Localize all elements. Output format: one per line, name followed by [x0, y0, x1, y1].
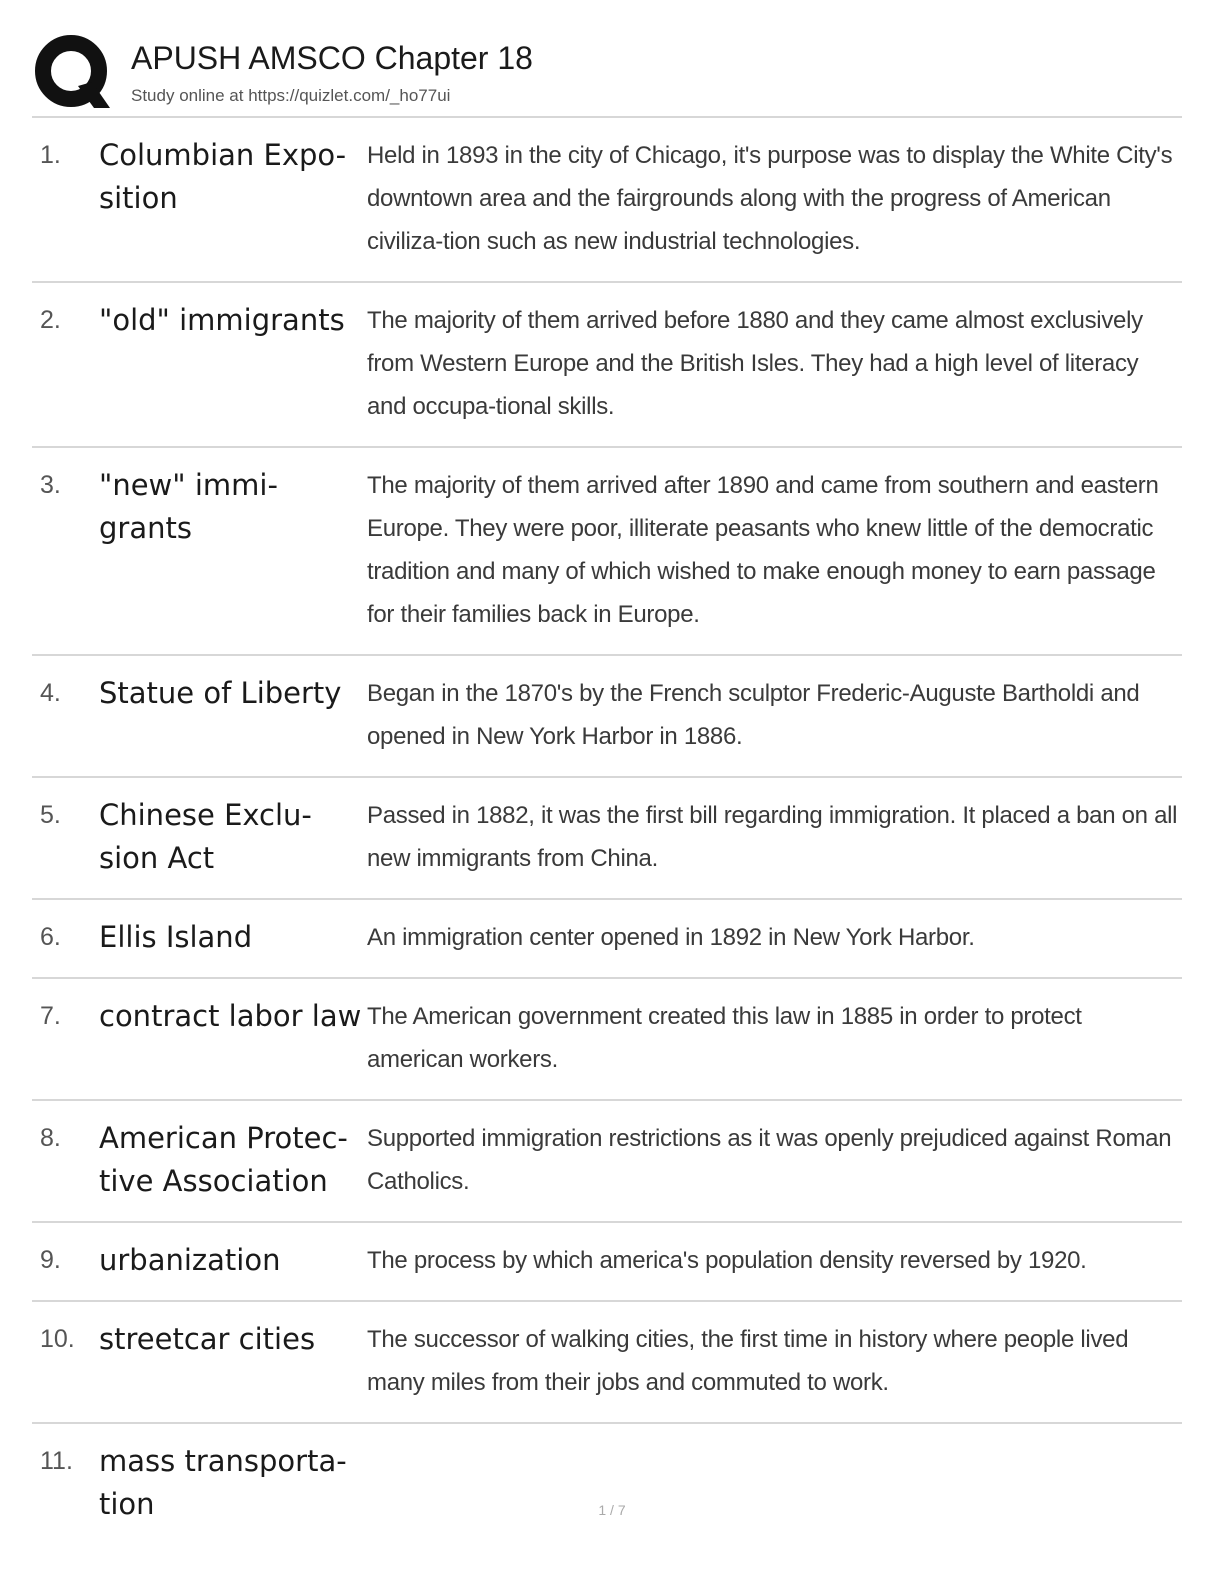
page-title: APUSH AMSCO Chapter 18	[131, 40, 533, 76]
card-row	[32, 118, 1182, 283]
card-term: contract labor law	[99, 999, 362, 1033]
card-definition: Supported immigration restrictions as it was openly prejudiced against Roman Catholics.	[367, 1125, 1172, 1195]
flashcard-list	[32, 116, 1182, 1544]
card-row	[32, 1424, 1182, 1544]
page-header	[34, 34, 1184, 114]
card-number: 8.	[40, 1124, 61, 1152]
card-row	[32, 448, 1182, 656]
card-term: Ellis Island	[99, 920, 253, 954]
card-number: 4.	[40, 679, 61, 707]
card-number: 2.	[40, 306, 61, 334]
card-row	[32, 979, 1182, 1101]
card-definition: The American government created this law in 1885 in order to protect american workers.	[367, 1003, 1082, 1073]
card-term: Statue of Liberty	[99, 676, 342, 710]
card-definition: Passed in 1882, it was the first bill regarding immigration. It placed a ban on all new immigrants from China.	[367, 802, 1178, 872]
card-row	[32, 900, 1182, 979]
card-term: Chinese Exclu-sion Act	[99, 798, 312, 875]
card-number: 1.	[40, 141, 61, 169]
card-number: 10.	[40, 1325, 75, 1353]
card-row	[32, 1101, 1182, 1223]
card-number: 7.	[40, 1002, 61, 1030]
card-term: urbanization	[99, 1243, 281, 1277]
card-row	[32, 778, 1182, 900]
card-term: mass transporta-tion	[99, 1444, 347, 1521]
card-term: Columbian Expo-sition	[99, 138, 347, 215]
card-definition: The process by which america's population density reversed by 1920.	[367, 1247, 1087, 1274]
card-definition: The majority of them arrived after 1890 and came from southern and eastern Europe. They were poor, illiterate peasants who knew little of the democratic tradition and many of which wished to make enough money to earn passage for their families back in Europe.	[367, 472, 1159, 628]
study-online-link[interactable]: Study online at https://quizlet.com/_ho77ui	[131, 86, 451, 105]
card-row	[32, 656, 1182, 778]
card-row	[32, 1223, 1182, 1302]
card-definition: The successor of walking cities, the first time in history where people lived many miles from their jobs and commuted to work.	[367, 1326, 1129, 1396]
card-number: 9.	[40, 1246, 61, 1274]
card-number: 11.	[40, 1447, 73, 1475]
card-term: "old" immigrants	[99, 303, 345, 337]
card-row	[32, 1302, 1182, 1424]
card-number: 6.	[40, 923, 61, 951]
card-definition: Held in 1893 in the city of Chicago, it's purpose was to display the White City's downtown area and the fairgrounds along with the progress of American civiliza-tion such as new industrial technologies.	[367, 142, 1173, 255]
card-term: American Protec-tive Association	[99, 1121, 348, 1198]
card-definition: An immigration center opened in 1892 in New York Harbor.	[367, 924, 975, 951]
card-row	[32, 283, 1182, 448]
quizlet-q-logo-icon	[34, 34, 112, 112]
card-definition: Began in the 1870's by the French sculptor Frederic-Auguste Bartholdi and opened in New York Harbor in 1886.	[367, 680, 1140, 750]
card-number: 3.	[40, 471, 61, 499]
card-term: "new" immi-grants	[99, 468, 278, 545]
card-number: 5.	[40, 801, 61, 829]
page-number: 1 / 7	[598, 1502, 626, 1518]
card-term: streetcar cities	[99, 1322, 316, 1356]
card-definition: The majority of them arrived before 1880 and they came almost exclusively from Western Europe and the British Isles. They had a high level of literacy and occupa-tional skills.	[367, 307, 1143, 420]
